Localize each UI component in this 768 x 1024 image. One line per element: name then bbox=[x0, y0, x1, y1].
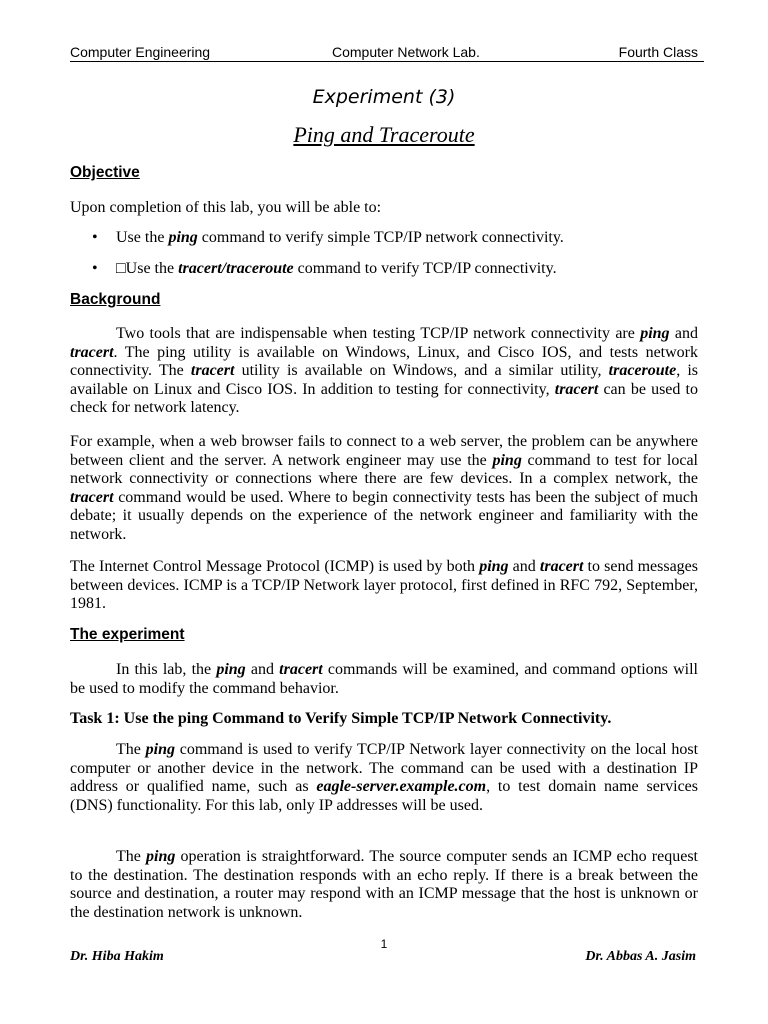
task-1-heading: Task 1: Use the ping Command to Verify Simple TCP/IP Network Connectivity. bbox=[70, 710, 612, 727]
background-paragraph-1: Two tools that are indispensable when testing TCP/IP network connectivity are ping and tracert. The ping utility is available on Windows, Linux, and Cisco IOS, and tests network connectivity. The tracert utility is available on Windows, and a similar utility, traceroute, is available on Linux and Cisco IOS. In addition to testing for connectivity, tracert can be used to check for network latency. bbox=[70, 325, 699, 417]
experiment-title: Experiment (3) bbox=[312, 86, 456, 108]
header-course: Computer Network Lab. bbox=[332, 44, 480, 60]
experiment-paragraph-3: The ping operation is straightforward. The source computer sends an ICMP echo request to the destination. The destination responds with an echo reply. If there is a break between the source and destination, a router may respond with an ICMP message that the host is unknown or the destination network is unknown. bbox=[70, 848, 698, 921]
bullet-marker: • bbox=[92, 260, 98, 277]
experiment-paragraph-1: In this lab, the ping and tracert commands will be examined, and command options will be used to modify the command behavior. bbox=[70, 661, 698, 697]
bullet-marker: • bbox=[92, 229, 98, 246]
header-class: Fourth Class bbox=[618, 44, 698, 60]
section-heading-background: Background bbox=[70, 291, 161, 308]
section-heading-objective: Objective bbox=[70, 164, 140, 181]
header-divider bbox=[70, 61, 704, 62]
footer-author-right: Dr. Abbas A. Jasim bbox=[585, 949, 696, 964]
objective-bullet-ping: • Use the ping command to verify simple TCP/IP network connectivity. bbox=[92, 229, 564, 246]
experiment-paragraph-2: The ping command is used to verify TCP/IP Network layer connectivity on the local host computer or another device in the network. The command can be used with a destination IP address or qualified name, such as eagle-server.example.com, to test domain name services (DNS) functionality. For this lab, only IP addresses will be used. bbox=[70, 741, 699, 814]
running-header bbox=[70, 44, 702, 62]
background-paragraph-2: For example, when a web browser fails to connect to a web server, the problem can be anywhere between client and the server. A network engineer may use the ping command to test for local network connectivity or connections where there are few devices. In a complex network, the tracert command would be used. Where to begin connectivity tests has been the subject of much debate; it usually depends on the experience of the network engineer and familiarity with the network. bbox=[70, 433, 698, 543]
experiment-subtitle: Ping and Traceroute bbox=[293, 122, 475, 147]
section-heading-experiment: The experiment bbox=[70, 626, 185, 643]
header-department: Computer Engineering bbox=[70, 44, 211, 60]
objective-intro: Upon completion of this lab, you will be able to: bbox=[70, 199, 382, 216]
footer-author-left: Dr. Hiba Hakim bbox=[70, 949, 164, 964]
background-paragraph-3: The Internet Control Message Protocol (ICMP) is used by both ping and tracert to send messages between devices. ICMP is a TCP/IP Network layer protocol, first defined in RFC 792, September, 1981. bbox=[70, 558, 699, 613]
page-number: 1 bbox=[380, 937, 388, 951]
objective-bullet-tracert: • □Use the tracert/traceroute command to verify TCP/IP connectivity. bbox=[92, 260, 557, 277]
